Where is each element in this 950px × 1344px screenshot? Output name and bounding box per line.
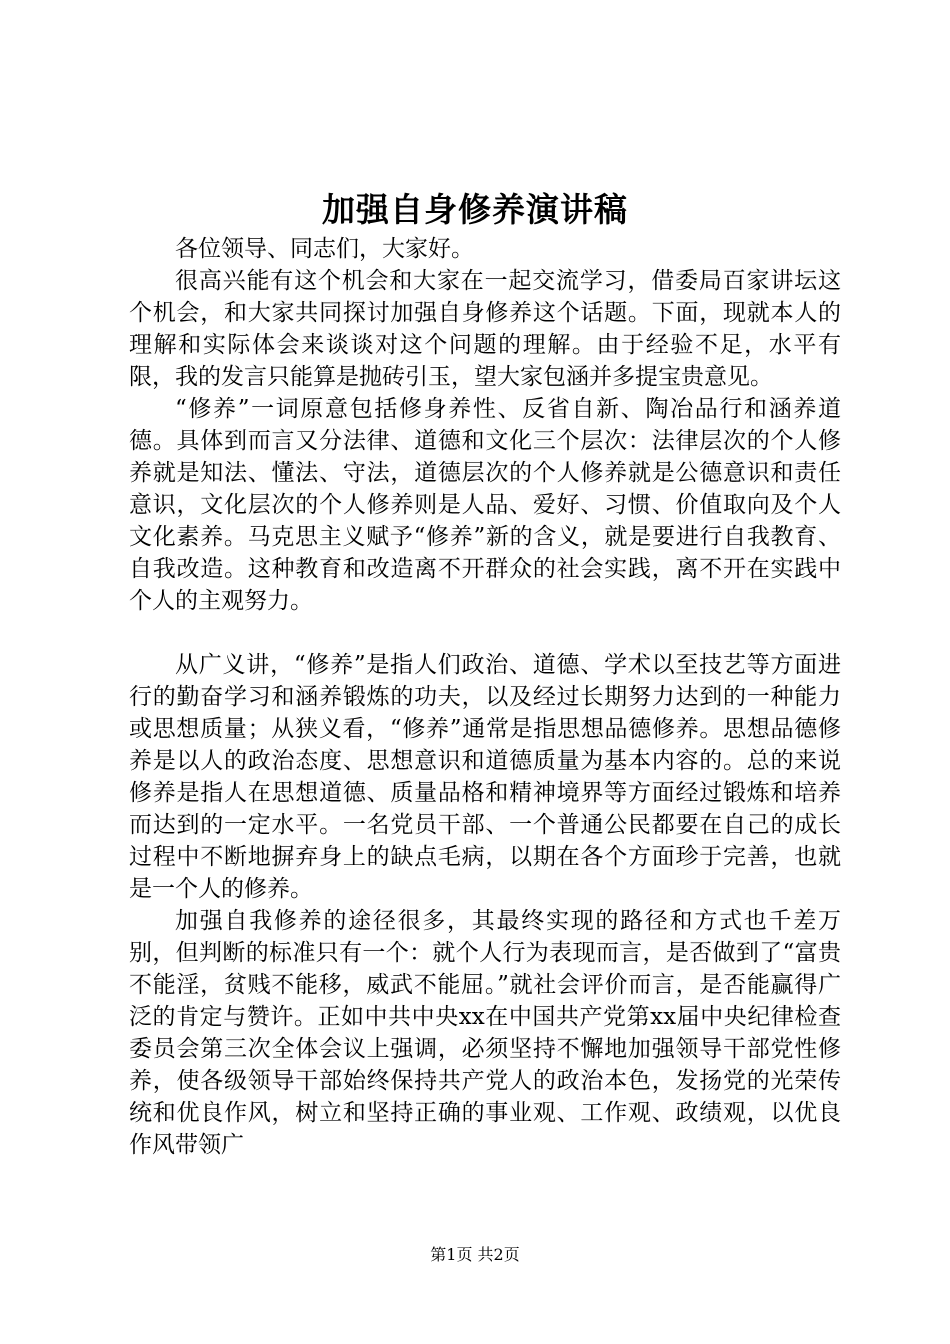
greeting-paragraph: 各位领导、同志们，大家好。 — [175, 236, 474, 262]
document-body — [129, 233, 841, 1161]
page-number-footer: 第1页 共2页 — [430, 1245, 520, 1264]
broad-meaning-paragraph: 从广义讲，“修养”是指人们政治、道德、学术以至技艺等方面进行的勤奋学习和涵养锻炼的功夫，以及经过长期努力达到的一种能力或思想质量；从狭义看，“修养”通常是指思想品德修养。思想品德修养是以人的政治态度、思想意识和道德质量为基本内容的。总的来说修养是指人在思想道德、质量品格和精神境界等方面经过锻炼和培养而达到的一定水平。一名党员干部、一个普通公民都要在自己的成长过程中不断地摒弃身上的缺点毛病，以期在各个方面珍于完善，也就是一个人的修养。 — [129, 652, 841, 902]
intro-paragraph: 很高兴能有这个机会和大家在一起交流学习，借委局百家讲坛这个机会，和大家共同探讨加强自身修养这个话题。下面，现就本人的理解和实际体会来谈谈对这个问题的理解。由于经验不足，水平有限，我的发言只能算是抛砖引玉，望大家包涵并多提宝贵意见。 — [129, 268, 841, 390]
document-title: 加强自身修养演讲稿 — [322, 190, 628, 229]
definition-paragraph: “修养”一词原意包括修身养性、反省自新、陶冶品行和涵养道德。具体到而言又分法律、道德和文化三个层次：法律层次的个人修养就是知法、懂法、守法，道德层次的个人修养就是公德意识和责任意识，文化层次的个人修养则是人品、爱好、习惯、价值取向及个人文化素养。马克思主义赋予“修养”新的含义，就是要进行自我教育、自我改造。这种教育和改造离不开群众的社会实践，离不开在实践中个人的主观努力。 — [129, 396, 841, 614]
approach-paragraph: 加强自我修养的途径很多，其最终实现的路径和方式也千差万别，但判断的标准只有一个：就个人行为表现而言，是否做到了“富贵不能淫，贫贱不能移，威武不能屈。”就社会评价而言，是否能赢得广泛的肯定与赞许。正如中共中央xx在中国共产党第xx届中央纪律检查委员会第三次全体会议上强调，必须坚持不懈地加强领导干部党性修养，使各级领导干部始终保持共产党人的政治本色，发扬党的光荣传统和优良作风，树立和坚持正确的事业观、工作观、政绩观，以优良作风带领广 — [129, 908, 841, 1158]
